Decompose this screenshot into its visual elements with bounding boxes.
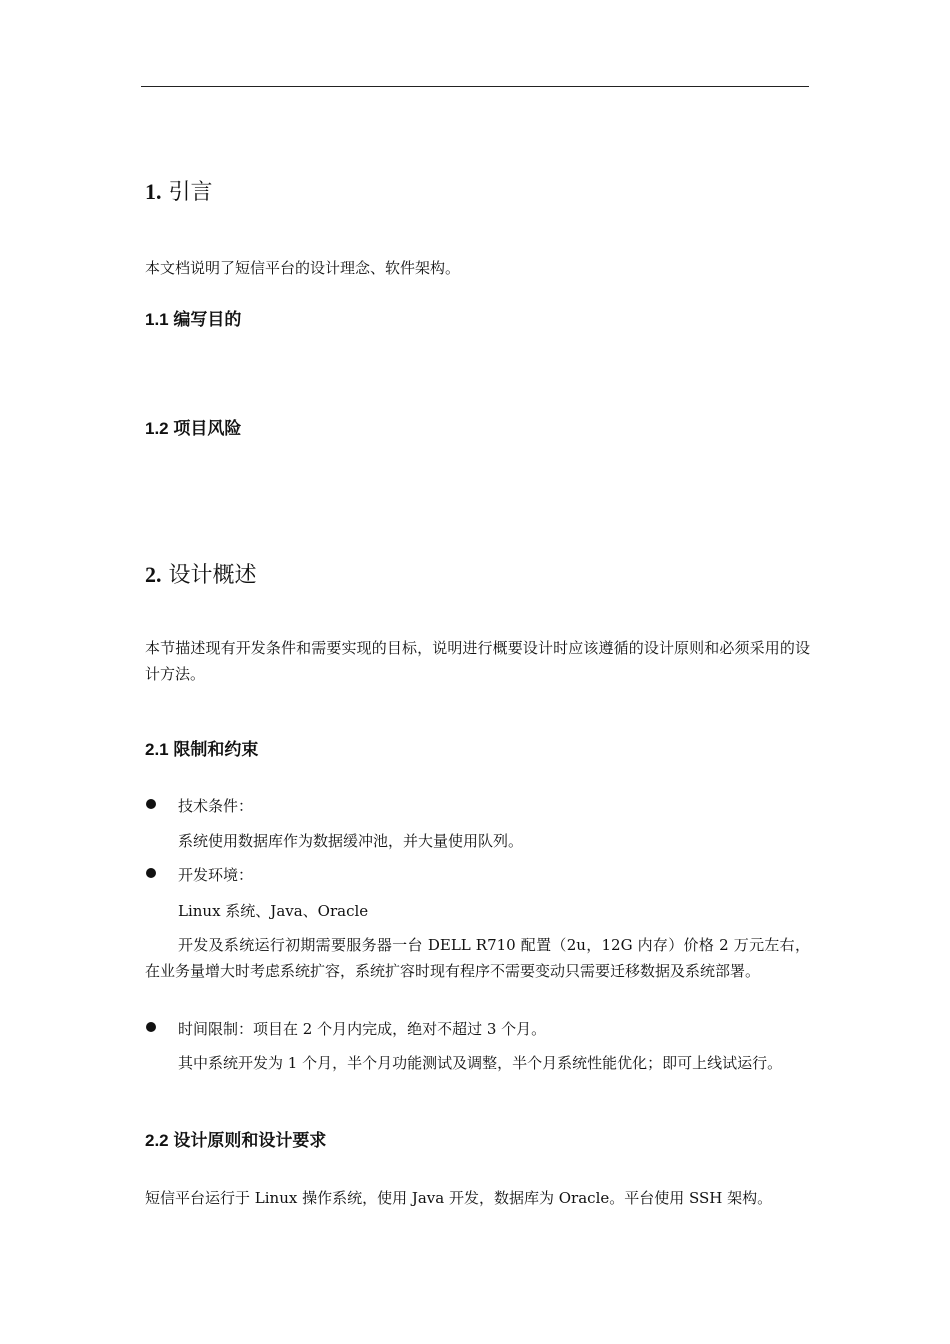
subsection-2-2-heading: 2.2 设计原则和设计要求 [145, 1131, 327, 1150]
hardware-note: 开发及系统运行初期需要服务器一台 DELL R710 配置（2u，12G 内存）价格 2 万元左右，在业务量增大时考虑系统扩容，系统扩容时现有程序不需要变动只需要迁移数据及系统部署。 [145, 936, 810, 980]
bullet-icon [145, 1018, 159, 1032]
list-item-label: 开发环境： [178, 866, 254, 884]
list-item-label: 技术条件： [178, 797, 254, 815]
list-item-detail: 系统使用数据库作为数据缓冲池，并大量使用队列。 [178, 832, 524, 850]
section-2-heading [145, 560, 810, 591]
list-item-detail: 其中系统开发为 1 个月，半个月功能测试及调整，半个月系统性能优化；即可上线试运行。 [178, 1054, 783, 1072]
bullet-icon [145, 864, 159, 878]
list-item-detail: Linux 系统、Java、Oracle [178, 902, 369, 920]
subsection-2-1-heading: 2.1 限制和约束 [145, 740, 259, 759]
subsection-1-2-heading: 1.2 项目风险 [145, 419, 242, 438]
list-item-label: 时间限制：项目在 2 个月内完成，绝对不超过 3 个月。 [178, 1020, 547, 1038]
section-2-intro: 本节描述现有开发条件和需要实现的目标，说明进行概要设计时应该遵循的设计原则和必须采用的设计方法。 [145, 639, 810, 683]
bullet-icon [145, 795, 159, 809]
header-rule [141, 86, 809, 87]
section-1-number: 1. [145, 179, 162, 204]
section-2-title: 设计概述 [168, 563, 257, 588]
section-1-heading [145, 177, 810, 208]
subsection-1-1-heading: 1.1 编写目的 [145, 310, 242, 329]
section-1-intro: 本文档说明了短信平台的设计理念、软件架构。 [145, 259, 461, 277]
section-2-number: 2. [145, 562, 162, 587]
section-1-title: 引言 [168, 180, 213, 205]
subsection-2-2-body: 短信平台运行于 Linux 操作系统，使用 Java 开发，数据库为 Oracle。平台使用 SSH 架构。 [145, 1189, 773, 1207]
